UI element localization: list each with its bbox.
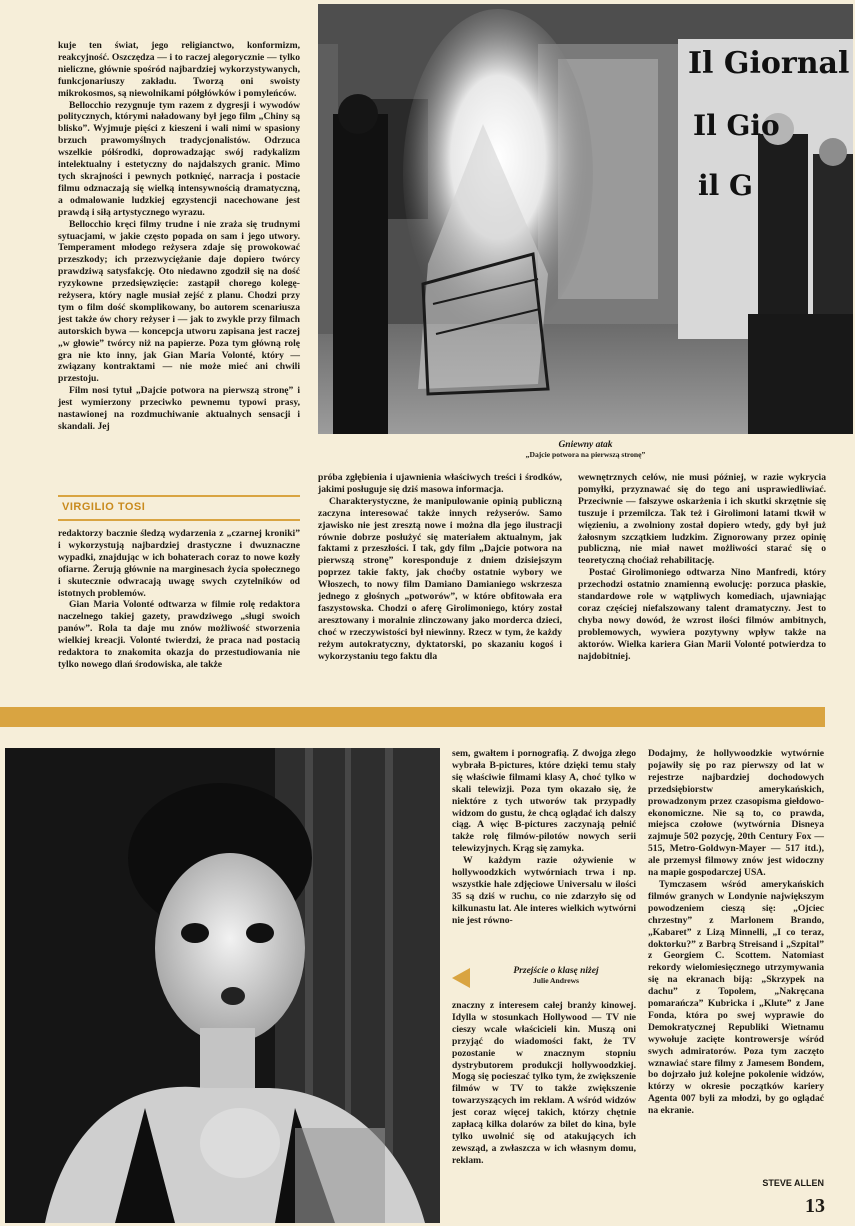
paragraph: Bellocchio kręci filmy trudne i nie zraża się trudnymi sytuacjami, w jakie często popada on sam i jego utwory. Temperament młodego reżysera zdaje się prowokować przeszkody; ich przezwyciężanie daje dopiero twórcy prawdziwą satysfakcję. Oto niedawno zgodził się na dość ryzykowne przedsięwzięcie: zastąpił chorego kolegę-reżysera, który nagle musiał zejść z planu. Chodzi przy tym o film dość skomplikowany, bo autorem scenariusza jest także ów chory reżyser i — jak to zwykle przy filmach autorskich bywa — koncepcja utworu zapisana jest raczej „w głowie” twórcy niż na papierze. Poza tym główną rolę gra nie kto inny, jak Gian Maria Volonté, który — związany kontraktami — nie może mieć ani chwili przestoju. xyxy=(58,218,300,385)
paragraph: próba zgłębienia i ujawnienia właściwych treści i środków, jakimi posługuje się dziś masowa informacja. xyxy=(318,472,562,495)
paragraph: Charakterystyczne, że manipulowanie opinią publiczną zaczyna interesować także innych reżyserów. Samo zjawisko nie jest zresztą nowe i można dla jego ilustracji równie dobrze posłużyć się materiałem aktualnym, jak faktami z przeszłości. I tak, gdy film „Dajcie potwora na pierwszą stronę” koresponduje z dniem dzisiejszym poprzez takie fakty, jak choćby ostatnie wybory we Włoszech, to nowy film Damiano Damianiego wskrzesza jednego z głośnych „potworów”, w które obfitowała era faszystowska. Chodzi o aferę Girolimoniego, który został aresztowany i moralnie zlinczowany jako morderca dzieci, choć w rzeczywistości był niewinny. Rzecz w tym, że każdy reżym autokratyczny, dyktatorski, po skazaniu kogoś i wykorzystaniu tego faktu dla xyxy=(318,495,562,662)
photo-caption-2 xyxy=(476,966,636,985)
paragraph: Postać Girolimoniego odtwarza Nino Manfredi, który przechodzi ostatnio znamienną ewolucję: porzuca płaskie, standardowe role w wątpliwych komediach, ujawniając coraz częściej niefalszowany talent dramatyczny. Jest to chyba nowy dowód, że wzrost ilości filmów ambitnych, problemowych, wywiera pozytywny wpływ także na aktorów. Wielka kariera Gian Marii Volonté potwierdza to najdobitniej. xyxy=(578,567,826,662)
newspaper-sign-line-1: Il Giornal xyxy=(688,46,850,81)
article-column-c xyxy=(578,472,826,704)
page-number: 13 xyxy=(805,1195,825,1217)
newspaper-sign-line-2: Il Gio xyxy=(693,109,780,142)
article-column-a2 xyxy=(58,528,300,703)
caption-pointer-icon xyxy=(452,968,470,988)
paragraph: Tymczasem wśród amerykańskich filmów granych w Londynie największym powodzeniem cieszą się: „Ojciec chrzestny” z Marlonem Brando, „Kabaret” z Lizą Minnelli, „I co teraz, doktorku?” z Barbrą Streisand i „Szpital” z Georgiem C. Scottem. Natomiast rekordy wielomiesięcznego utrzymywania się na ekranach biją: „Skrzypek na dachu” z Topolem, „Nakręcana pomarańcza” Kubricka i „Klute” z Jane Fonda, która po swej wyprawie do Demokratycznej Republiki Wietnamu wywołuje zacięte kontrowersje wśród swych admiratorów. Poza tym zaczęto wznawiać stare filmy z Jamesem Bondem, bo dojrzało już kolejne pokolenie widzów, którzy w okresie początków kariery Agenta 007 byli za młodzi, by go oglądać na ekranie. xyxy=(648,878,824,1117)
author-name: VIRGILIO TOSI xyxy=(62,501,146,513)
paragraph: Gian Maria Volonté odtwarza w filmie rolę redaktora naczelnego takiej gazety, prawdziwego „sługi swoich panów”. Rola ta daje mu znów możliwość stworzenia wielkiej kreacji. Volonté twierdzi, że praca nad postacią redaktora to znakomita okazja do przestudiowania nie tylko nowego dlań środowiska, ale także xyxy=(58,599,300,670)
caption-2-title: Przejście o klasę niżej xyxy=(513,966,599,976)
paragraph: redaktorzy bacznie śledzą wydarzenia z „czarnej kroniki” i wykorzystują najbardziej drastyczne i dwuznaczne wypadki, znajdując w ich bohaterach coraz to nowe kozły ofiarne. Żerują głównie na marginesach życia społecznego i skutecznie odwracają uwagę swych czytelników od istotnych problemów. xyxy=(58,528,300,599)
author-rule-top xyxy=(58,495,300,497)
caption-1-title: Gniewny atak xyxy=(558,440,613,450)
article-column-b xyxy=(318,472,562,704)
paragraph: wewnętrznych celów, nie musi później, w razie wykrycia pomyłki, przyznawać się do tego ani usprawiedliwiać. Przeciwnie — fałszywe oskarżenia i ich skutki skrzętnie się tuszuje i przemilcza. Tak też i Girolimoni latami tkwił w więzieniu, a zwolniony został dopiero wtedy, gdy był już żałosnym szczątkiem ludzkim. Zignorowany przez opinię publiczną, nie miał nawet możliwości starać się o teoretyczną choćiaż rehabilitację. xyxy=(578,472,826,567)
caption-2-subtitle: Julie Andrews xyxy=(532,976,580,985)
paragraph: Film nosi tytuł „Dajcie potwora na pierwszą stronę” i jest wymierzony przeciwko pewnemu typowi prasy, nastawionej na rozdmuchiwanie aktualnych sensacji i skandali. Jej xyxy=(58,385,300,432)
newspaper-sign-line-3: il G xyxy=(698,169,753,202)
julie-andrews-photo xyxy=(5,748,440,1223)
author-byline-top xyxy=(58,495,298,521)
article-column-d2 xyxy=(452,1000,636,1190)
paragraph: sem, gwałtem i pornografią. Z dwojga złego wybrała B-pictures, które dzięki temu stały się właściwie filmami klasy A, choć tylko w skali telewizji. Poza tym okazało się, że niektóre z tych utworów tak przypadły widzom do gustu, że chcą oglądać ich dalszy ciąg. A więc B-pictures zaczynają pełnić także rolę filmów-pilotów nowych serii telewizyjnych. Krąg się zamyka. xyxy=(452,748,636,855)
paragraph: Dodajmy, że hollywoodzkie wytwórnie pojawiły się po raz pierwszy od lat w rejestrze najbardziej dochodowych przedsiębiorstw amerykańskich, prowadzonym przez czasopisma giełdowo-ekonomiczne. Nie są to, co prawda, miejsca czołowe (wytwórnia Disneya zajmuje 502 pozycję, 20th Century Fox — 515, Metro-Goldwyn-Mayer — 517 itd.), ale przemysł filmowy znów jest widoczny na mapie gospodarczej USA. xyxy=(648,748,824,879)
section-divider-band xyxy=(0,707,825,727)
article-column-e xyxy=(648,748,824,1188)
paragraph: W każdym razie ożywienie w hollywoodzkich wytwórniach trwa i np. wszystkie hale zdjęciowe Universalu w ilości 35 są dziś w ruchu, co nie zdarzyło się od kilkunastu lat. Ale interes wielkich wytwórni nie jest równo- xyxy=(452,855,636,926)
paragraph: kuje ten świat, jego religianctwo, konformizm, reakcyjność. Oszczędza — i to raczej alegorycznie — tylko nieliczne, głównie spośród najbardziej wykorzystywanych, funkcjonariuszy zakładu. Tworzą oni swoisty mikrokosmos, są niewolnikami półgłówków i pomyleńców. xyxy=(58,40,300,99)
author-rule-bottom xyxy=(58,519,300,521)
photo-caption-1 xyxy=(318,440,853,459)
article-column-a xyxy=(58,40,300,490)
paragraph: znaczny z interesem całej branży kinowej. Idylla w stosunkach Hollywood — TV nie cieszy wcale właścicieli kin. Muszą oni przyjąć do wiadomości fakt, że TV pozostanie w znacznym stopniu dystrybutorem produkcji hollywoodzkiej. Mogą się pocieszać tylko tym, że zwiększenie filmów w TV to także zwiększenie towarzyszących im reklam. A wśród widzów jest coraz więcej takich, którzy chętnie zapłacą kilka dolarów za bilet do kina, byle tylko uwolnić się od atakujących ich zewsząd, a zwłaszcza w ich własnym domu, reklam. xyxy=(452,1000,636,1166)
author-signature: STEVE ALLEN xyxy=(762,1178,824,1188)
portrait-graphic xyxy=(5,748,440,1223)
paragraph: Bellocchio rezygnuje tym razem z dygresji i wywodów politycznych, którymi naładowany był jego film „Chiny są blisko”. Wyjmuje pięści z kieszeni i wali nimi w spasiony brzuch prawomyślnych tradycjonalistów. Odrzuca wszelkie półśrodki, doprowadzając swój radykalizm intelektualny i estetyczny do najdalszych granic. Mimo tych skrajności i pewnych potknięć, narracja i postacie filmu odznaczają się wielką intensywnością dramatyczną, a odmalowanie ludzkiej egzystencji nacechowane jest prawdą i siłą artystycznego wyrazu. xyxy=(58,99,300,218)
film-still-fire xyxy=(318,4,853,434)
caption-1-subtitle: „Dajcie potwora na pierwszą stronę” xyxy=(525,450,646,459)
article-column-d1 xyxy=(452,748,636,960)
